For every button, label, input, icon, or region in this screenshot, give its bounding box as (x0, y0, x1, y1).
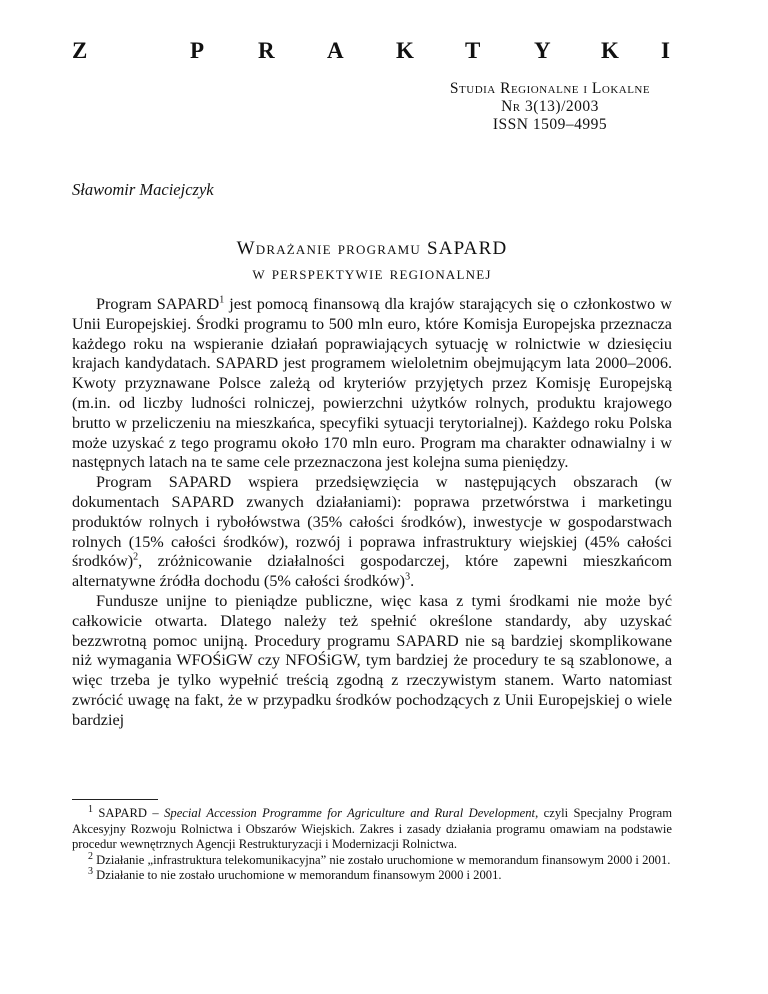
footnote-ref[interactable]: 3 (405, 571, 411, 583)
journal-info (400, 80, 700, 134)
section-header-letter: P (190, 38, 205, 63)
paragraph-text: . (410, 572, 415, 591)
author: Sławomir Maciejczyk (72, 180, 214, 199)
paragraph-text: jest pomocą finansową dla krajów starających się o członkostwo w Unii Europejskiej. Środki programu to 500 mln euro, które Komisja Europejska przeznacza każdego roku na wspieranie działań poprawiających sytuację w rolnictwie w dziesięciu krajach kandydatach. SAPARD jest programem wieloletnim obejmującym lata 2000–2006. Kwoty przyznawane Polsce zależą od kryteriów przyjętych przez Komisję Europejską (m.in. od liczby ludności rolniczej, powierzchni użytków rolnych, produktu krajowego brutto w przeliczeniu na mieszkańca, specyfiki sytuacji terytorialnej). Każdego roku Polska może uzyskać z tego programu około 170 mln euro. Program ma charakter odnawialny i w następnych latach na te same cele przeznaczona jest kolejna suma pieniędzy. (72, 295, 672, 472)
footnote (72, 803, 672, 853)
paragraph-text: Program SAPARD (96, 295, 220, 313)
footnote-ref[interactable]: 2 (133, 551, 139, 563)
section-header-letter: R (258, 38, 275, 63)
section-header (72, 38, 672, 64)
footnote-number: 2 (88, 850, 93, 862)
footnote-number: 3 (88, 866, 93, 878)
footnote-text: SAPARD – (93, 806, 165, 820)
paragraph (72, 473, 672, 592)
title-line-1: Wdrażanie programu SAPARD (236, 238, 508, 259)
article-body (72, 295, 672, 731)
footnote (72, 850, 672, 869)
title-line-2: w perspektywie regionalnej (252, 263, 492, 284)
section-header-letter: Y (534, 38, 551, 63)
footnote-divider (72, 799, 158, 800)
footnote-number: 1 (88, 803, 93, 815)
section-header-letter: T (465, 38, 481, 63)
paragraph (72, 295, 672, 473)
journal-issn: ISSN 1509–4995 (492, 116, 608, 133)
footnote (72, 868, 672, 884)
section-header-letter: I (661, 38, 670, 63)
footnote-text: Działanie „infrastruktura telekomunikacyjna” nie zostało uruchomione w memorandum finansowym 2000 i 2001. (93, 852, 671, 867)
paragraph-text: , zróżnicowanie działalności gospodarczej, które zapewni mieszkańcom alternatywne źródła dochodu (5% całości środków) (72, 552, 672, 591)
footnote-text: , czyli Specjalny Program Akcesyjny Rozwoju Rolnictwa i Obszarów Wiejskich. Zakres i zasady działania programu omawiam na podstawie procedur wewnętrznych Agencji Restrukturyzacji i Modernizacji Rolnictwa. (72, 806, 672, 852)
paragraph-text: Program SAPARD wspiera przedsięwzięcia w następujących obszarach (w dokumentach SAPARD zwanych działaniami): poprawa przetwórstwa i marketingu produktów rolnych i rybołówstwa (35% całości środków), inwestycje w gospodarstwach rolnych (15% całości środków), rozwój i poprawa infrastruktury wiejskiej (45% całości środków) (72, 473, 672, 571)
journal-issue: Nr 3(13)/2003 (501, 98, 599, 115)
footnote-ref[interactable]: 1 (219, 294, 225, 306)
section-header-letter: K (601, 38, 619, 63)
journal-name: Studia Regionalne i Lokalne (449, 80, 651, 97)
paragraph-text: Fundusze unijne to pieniądze publiczne, więc kasa z tymi środkami nie może być całkowicie otwarta. Dlatego należy też spełnić określone standardy, aby uzyskać bezzwrotną pomoc unijną. Procedury programu SAPARD nie są bardziej skomplikowane niż wymagania WFOŚiGW czy NFOŚiGW, tym bardziej że procedury te są szablonowe, a więc trzeba je tylko wypełnić treścią zgodną z rzeczywistym stanem. Warto natomiast zwrócić uwagę na fakt, że w przypadku środków pochodzących z Unii Europejskiej o wiele bardziej (72, 591, 672, 729)
section-header-letter: A (327, 38, 344, 63)
section-header-letter: K (396, 38, 414, 63)
footnote-italic-text: Special Accession Programme for Agriculture and Rural Development (164, 806, 536, 820)
footnotes (72, 803, 672, 884)
article-title (72, 236, 672, 286)
section-header-letter: Z (72, 38, 88, 63)
footnote-text: Działanie to nie zostało uruchomione w memorandum finansowym 2000 i 2001. (93, 868, 502, 883)
paragraph (72, 592, 672, 731)
